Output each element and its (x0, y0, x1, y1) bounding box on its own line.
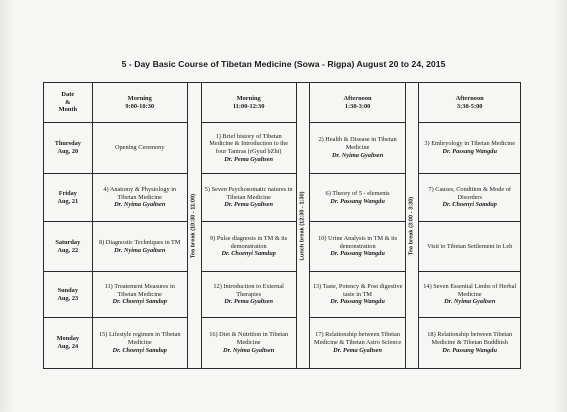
day-cell (44, 123, 93, 174)
table-row (44, 222, 521, 272)
lecturer-name: Dr. Passang Wangdu (330, 250, 385, 258)
lecturer-name: Dr. Nyima Gyaltsen (444, 298, 496, 306)
table-row (44, 272, 521, 318)
table-row (44, 123, 521, 174)
day-cell (44, 174, 93, 222)
lecturer-name: Dr. Pema Gyaltsen (224, 201, 274, 209)
session-time: 1:30-3:00 (344, 102, 371, 110)
topic-text: 15) Lifestyle regimen in Tibetan Medicine (98, 331, 181, 347)
topic-text: 11) Treatement Measures in Tibetan Medicine (104, 282, 175, 298)
topic-text: 7) Causes, Condition & Mode of Disorders (428, 185, 511, 201)
session-cell (419, 318, 521, 369)
session-cell (92, 222, 187, 272)
day-date: Aug, 23 (57, 294, 79, 302)
day-date: Aug, 22 (57, 246, 79, 254)
day-cell (44, 318, 93, 369)
lecturer-name: Dr. Pema Gyaltsen (333, 346, 382, 354)
day-date: Aug, 20 (57, 148, 79, 155)
session-header-3 (310, 83, 405, 123)
session-header-2 (201, 83, 296, 123)
lecturer-name: Dr. Passang Wangdu (330, 197, 385, 205)
topic-text: 1) Brief history of Tibetan Medicine & Introduction to the four Tantras (rGyud bZhi) (209, 132, 288, 155)
lecturer-name: Dr. Nyima Gyaltsen (114, 201, 166, 209)
session-name: Afternoon (455, 94, 484, 102)
tea-break-column-2 (405, 83, 419, 369)
lecturer-name: Dr. Choenyi Samdup (112, 346, 167, 354)
date-month-header (44, 83, 93, 123)
topic-text: 13) Taste, Potency & Post digestive taste in TM (312, 282, 403, 298)
tea-break-column-1 (187, 83, 201, 369)
topic-text: 4) Anatomy & Physiology in Tibetan Medicine (103, 185, 177, 201)
day-name: Monday (56, 335, 80, 343)
session-cell (310, 174, 405, 222)
session-cell (419, 222, 521, 272)
session-cell (201, 174, 296, 222)
topic-text: 6) Theory of 5 - elements (325, 189, 390, 197)
session-cell (419, 174, 521, 222)
session-time: 3:30-5:00 (456, 102, 483, 110)
month-header-line: Month (58, 106, 78, 114)
session-cell (310, 123, 405, 174)
lecturer-name: Dr. Pema Gyaltsen (224, 155, 274, 163)
day-name: Saturday (55, 238, 81, 246)
table-row (44, 318, 521, 369)
topic-text: 16) Diet & Nutrition in Tibetan Medicine (209, 331, 289, 347)
session-header-1 (92, 83, 187, 123)
session-header-4 (419, 83, 521, 123)
session-cell (92, 318, 187, 369)
lecturer-name: Dr. Choenyi Samdup (221, 250, 276, 258)
lecturer-name: Dr. Nyima Gyaltsen (114, 246, 166, 254)
ampersand-header-line: & (65, 98, 71, 106)
session-name: Morning (236, 94, 261, 102)
topic-text: 10) Urine Analysis in TM & its demonstration (318, 234, 398, 250)
lecturer-name: Dr. Pema Gyaltsen (224, 298, 274, 306)
session-name: Morning (127, 94, 152, 102)
date-header-line: Date (61, 90, 75, 98)
session-time: 9:00-10:30 (125, 102, 155, 110)
schedule-table (43, 82, 521, 369)
day-cell (44, 272, 93, 318)
topic-text: Opening Ceremony (114, 144, 165, 152)
lecturer-name: Dr. Passang Wangdu (442, 148, 497, 155)
lecturer-name: Dr. Nyima Gyaltsen (223, 346, 275, 354)
session-cell (92, 174, 187, 222)
topic-text: Visit to Tibetan Settlement in Leh (427, 242, 513, 250)
topic-text: 9) Pulse diagnosis in TM & its demonstration (210, 234, 288, 250)
header-row (44, 83, 521, 123)
session-cell (92, 123, 187, 174)
session-cell (310, 318, 405, 369)
topic-text: 17) Relationship between Tibetan Medicine & Tibetan Astro Science (314, 331, 402, 347)
break-label: Tea break (10:30 - 11:00) (190, 193, 197, 258)
table-row (44, 174, 521, 222)
day-cell (44, 222, 93, 272)
session-cell (419, 123, 521, 174)
session-cell (201, 318, 296, 369)
break-label: Lunch break (12:30 - 1:30) (299, 190, 306, 261)
session-cell (201, 123, 296, 174)
session-name: Afternoon (343, 94, 372, 102)
topic-text: 5) Seven Psychosomatic natures in Tibetan Medicine (204, 185, 293, 201)
topic-text: 2) Health & Disease in Tibetan Medicine (318, 136, 397, 152)
session-cell (419, 272, 521, 318)
day-date: Aug, 21 (57, 197, 79, 205)
day-date: Aug, 24 (57, 343, 79, 350)
day-name: Sunday (57, 286, 78, 294)
session-cell (92, 272, 187, 318)
topic-text: 3) Embryology in Tibetan Medicine (424, 140, 515, 148)
session-cell (201, 272, 296, 318)
lecturer-name: Dr. Passang Wangdu (442, 346, 497, 354)
topic-text: 12) Introduction to External Therapies (213, 282, 284, 298)
session-time: 11:00-12:30 (232, 102, 265, 110)
lunch-break-column (296, 83, 310, 369)
topic-text: 8) Diagnostic Techniques in TM (98, 238, 181, 246)
day-name: Friday (58, 189, 77, 197)
page-title: 5 - Day Basic Course of Tibetan Medicine (Sowa - Rigpa) August 20 to 24, 2015 (121, 59, 446, 69)
lecturer-name: Dr. Nyima Gyaltsen (331, 151, 384, 159)
topic-text: 14) Seven Essential Limbs of Herbal Medicine (423, 282, 517, 298)
day-name: Thursday (54, 140, 81, 148)
lecturer-name: Dr. Choenyi Samdup (442, 201, 497, 209)
lecturer-name: Dr. Passang Wangdu (330, 298, 385, 306)
topic-text: 18) Relationship between Tibetan Medicine & Tibetan Buddhish (427, 331, 513, 347)
lecturer-name: Dr. Choenyi Samdup (112, 298, 167, 306)
break-label: Tea break (3:00 - 3:30) (408, 196, 415, 255)
session-cell (310, 222, 405, 272)
session-cell (201, 222, 296, 272)
session-cell (310, 272, 405, 318)
